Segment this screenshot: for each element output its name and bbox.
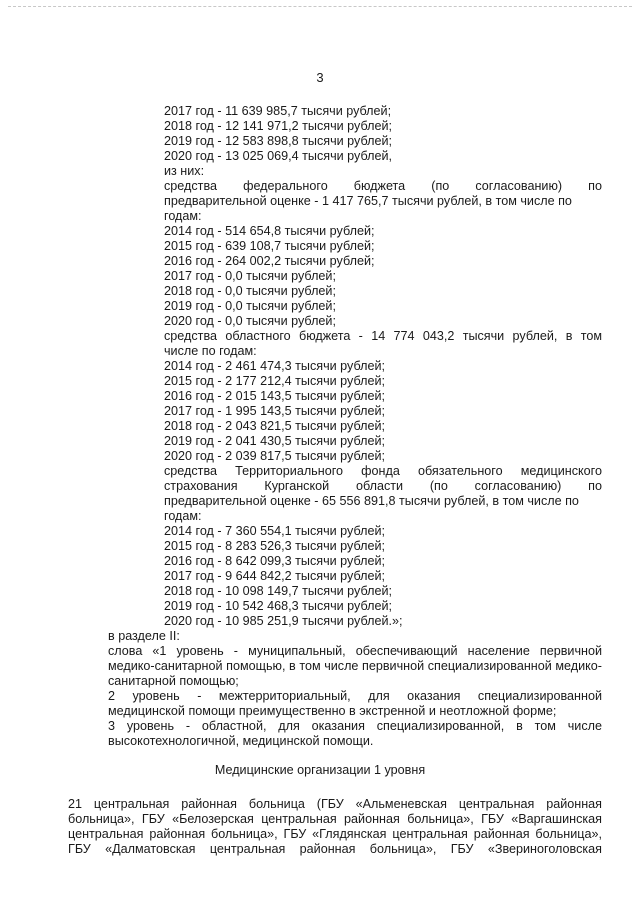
budget-line: из них:: [164, 164, 205, 178]
level3-text: высокотехнологичной, медицинской помощи.: [108, 734, 374, 748]
scan-top-border: [8, 6, 632, 7]
budget-line: 2020 год - 13 025 069,4 тысячи рублей,: [164, 149, 392, 163]
federal-year: 2018 год - 0,0 тысячи рублей;: [164, 284, 336, 298]
level3-text: 3 уровень - областной, для оказания специализированной, в том числе: [108, 719, 602, 733]
budget-line: 2019 год - 12 583 898,8 тысячи рублей;: [164, 134, 392, 148]
regional-year: 2016 год - 2 015 143,5 тысячи рублей;: [164, 389, 385, 403]
federal-text: предварительной оценке - 1 417 765,7 тысячи рублей, в том числе по: [164, 194, 572, 208]
federal-year: 2015 год - 639 108,7 тысячи рублей;: [164, 239, 375, 253]
federal-year: 2019 год - 0,0 тысячи рублей;: [164, 299, 336, 313]
federal-text: годам:: [164, 209, 202, 223]
regional-year: 2014 год - 2 461 474,3 тысячи рублей;: [164, 359, 385, 373]
fund-year: 2020 год - 10 985 251,9 тысячи рублей.»;: [164, 614, 403, 628]
regional-text: средства областного бюджета - 14 774 043,2 тысячи рублей, в том: [164, 329, 602, 343]
hospitals-text: центральная районная больница», ГБУ «Глядянская центральная районная больница»,: [68, 827, 602, 841]
level1-text: санитарной помощью;: [108, 674, 239, 688]
federal-year: 2014 год - 514 654,8 тысячи рублей;: [164, 224, 375, 238]
section-intro: в разделе II:: [108, 629, 180, 643]
fund-year: 2014 год - 7 360 554,1 тысячи рублей;: [164, 524, 385, 538]
regional-year: 2020 год - 2 039 817,5 тысячи рублей;: [164, 449, 385, 463]
federal-year: 2020 год - 0,0 тысячи рублей;: [164, 314, 336, 328]
regional-year: 2019 год - 2 041 430,5 тысячи рублей;: [164, 434, 385, 448]
level1-text: слова «1 уровень - муниципальный, обеспечивающий население первичной: [108, 644, 602, 658]
federal-text: средства федерального бюджета (по согласованию) по: [164, 179, 602, 193]
level2-text: 2 уровень - межтерриториальный, для оказания специализированной: [108, 689, 602, 703]
fund-year: 2017 год - 9 644 842,2 тысячи рублей;: [164, 569, 385, 583]
budget-line: 2017 год - 11 639 985,7 тысячи рублей;: [164, 104, 392, 118]
fund-year: 2016 год - 8 642 099,3 тысячи рублей;: [164, 554, 385, 568]
federal-year: 2016 год - 264 002,2 тысячи рублей;: [164, 254, 375, 268]
section-heading: Медицинские организации 1 уровня: [214, 763, 426, 777]
fund-text: годам:: [164, 509, 202, 523]
level2-text: медицинской помощи преимущественно в экстренной и неотложной форме;: [108, 704, 557, 718]
hospitals-text: больница», ГБУ «Белозерская центральная районная больница», ГБУ «Варгашинская: [68, 812, 602, 826]
fund-year: 2015 год - 8 283 526,3 тысячи рублей;: [164, 539, 385, 553]
regional-year: 2018 год - 2 043 821,5 тысячи рублей;: [164, 419, 385, 433]
fund-text: предварительной оценке - 65 556 891,8 тысячи рублей, в том числе по: [164, 494, 579, 508]
fund-year: 2018 год - 10 098 149,7 тысячи рублей;: [164, 584, 392, 598]
federal-year: 2017 год - 0,0 тысячи рублей;: [164, 269, 336, 283]
regional-year: 2017 год - 1 995 143,5 тысячи рублей;: [164, 404, 385, 418]
regional-text: числе по годам:: [164, 344, 257, 358]
regional-year: 2015 год - 2 177 212,4 тысячи рублей;: [164, 374, 385, 388]
page-number: 3: [316, 70, 324, 85]
budget-line: 2018 год - 12 141 971,2 тысячи рублей;: [164, 119, 392, 133]
fund-text: средства Территориального фонда обязательного медицинского: [164, 464, 602, 478]
level1-text: медико-санитарной помощью, в том числе первичной специализированной медико-: [108, 659, 602, 673]
hospitals-text: 21 центральная районная больница (ГБУ «Альменевская центральная районная: [68, 797, 602, 811]
hospitals-text: ГБУ «Далматовская центральная районная больница», ГБУ «Звериноголовская: [68, 842, 602, 856]
fund-text: страхования Курганской области (по согласованию) по: [164, 479, 602, 493]
fund-year: 2019 год - 10 542 468,3 тысячи рублей;: [164, 599, 392, 613]
